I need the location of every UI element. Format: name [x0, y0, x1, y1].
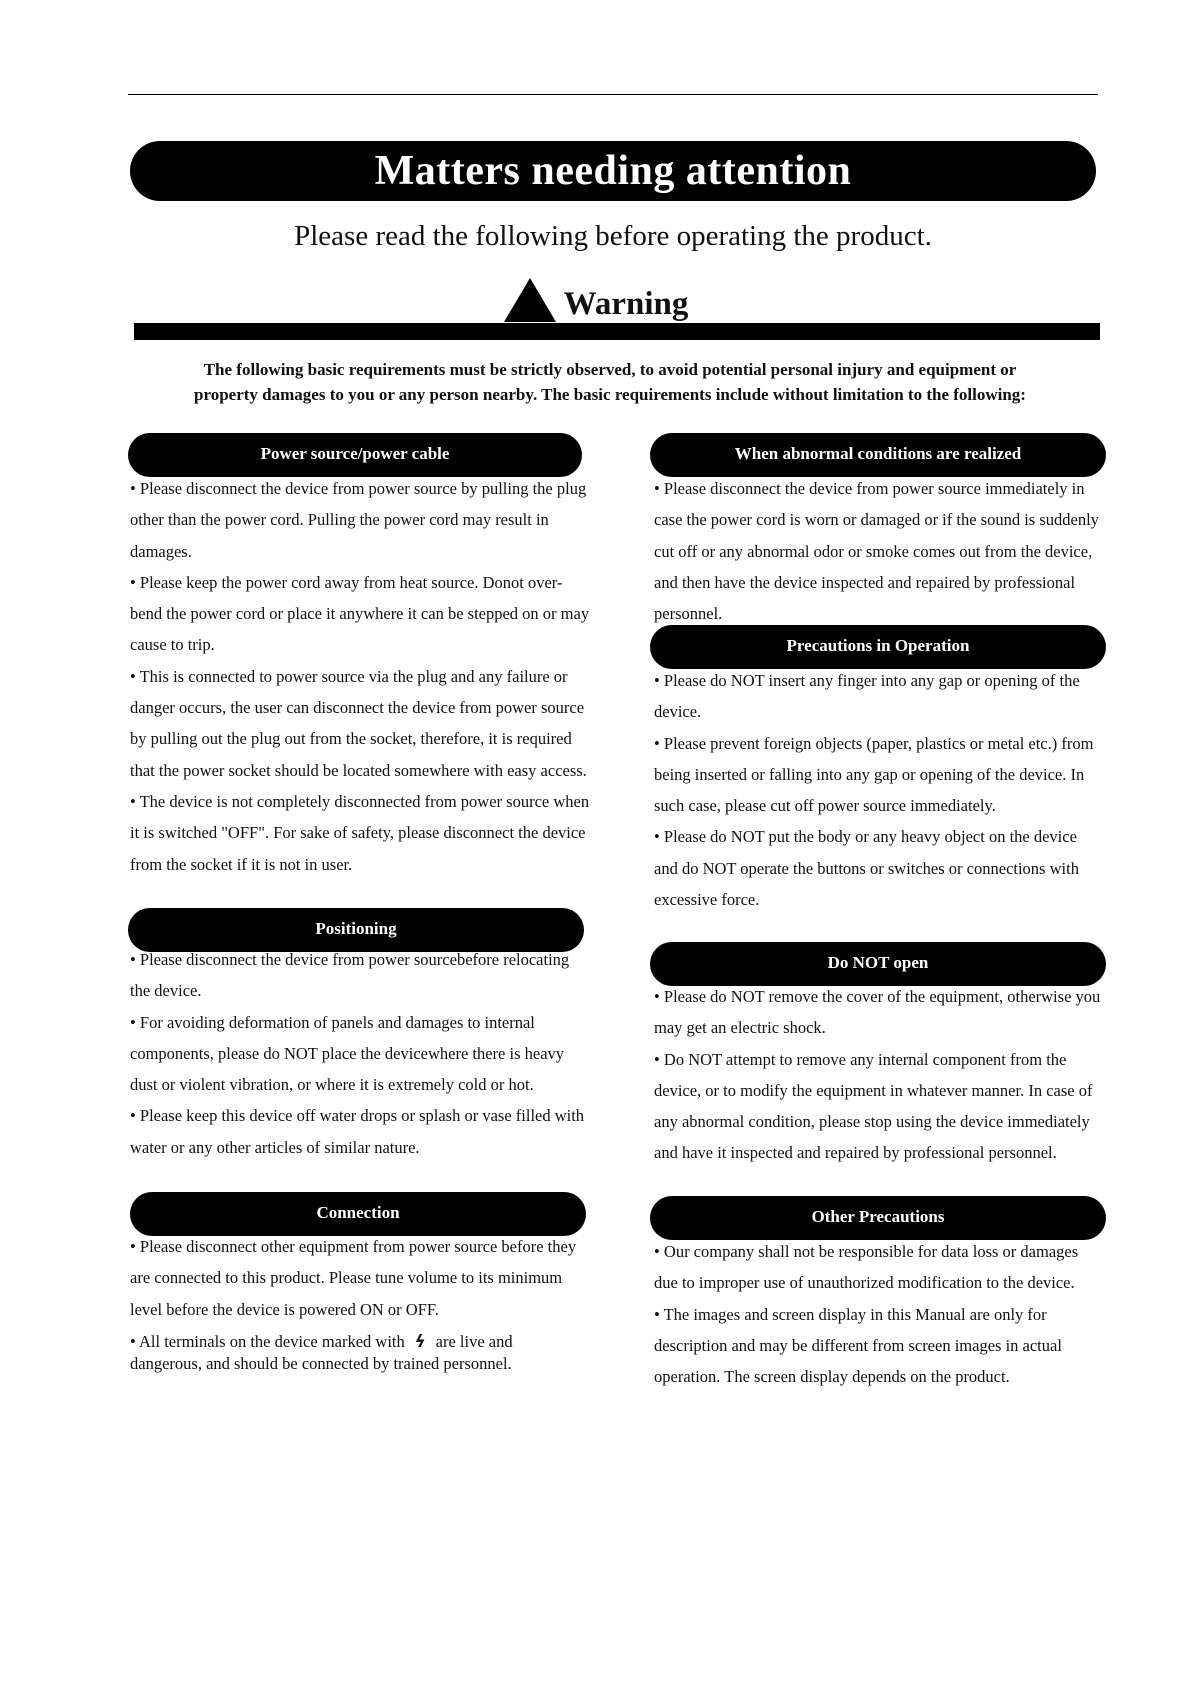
intro-line-1: The following basic requirements must be strictly observed, to avoid potential personal injury and equipment or — [203, 360, 1017, 379]
other-item-2: • The images and screen display in this Manual are only for description and may be different from screen images in actual operation. The screen display depends on the product. — [654, 1304, 1062, 1387]
section-body-positioning — [130, 944, 592, 1163]
operation-item-3: • Please do NOT put the body or any heavy object on the device and do NOT operate the buttons or switches or connections with excessive force. — [654, 827, 1079, 910]
power-item-3: • This is connected to power source via the plug and any failure or danger occurs, the user can disconnect the device from power source by pulling out the plug out from the socket, therefore, it is required that the power socket should be located somewhere with easy access. — [130, 666, 587, 780]
abnormal-item-1: • Please disconnect the device from power source immediately in case the power cord is worn or damaged or if the sound is suddenly cut off or any abnormal odor or smoke comes out from the device, and then have the device inspected and repaired by professional personnel. — [654, 479, 1099, 624]
positioning-item-3: • Please keep this device off water drops or splash or vase filled with water or any other articles of similar nature. — [130, 1106, 585, 1157]
section-heading-abnormal: When abnormal conditions are realized — [650, 433, 1106, 477]
power-item-2: • Please keep the power cord away from heat source. Donot over-bend the power cord or place it anywhere it can be stepped on or may cause to trip. — [130, 572, 590, 655]
section-heading-other: Other Precautions — [650, 1196, 1106, 1240]
page-subtitle: Please read the following before operating the product. — [294, 220, 932, 252]
warning-heading — [0, 278, 1192, 322]
intro-text — [150, 357, 1070, 407]
other-item-1: • Our company shall not be responsible for data loss or damages due to improper use of unauthorized modification to the device. — [654, 1242, 1079, 1293]
section-body-other — [654, 1236, 1106, 1392]
positioning-item-1: • Please disconnect the device from power sourcebefore relocating the device. — [130, 950, 570, 1001]
section-heading-open: Do NOT open — [650, 942, 1106, 986]
power-item-4: • The device is not completely disconnected from power source when it is switched "OFF". For sake of safety, please disconnect the device from the socket if it is not in user. — [130, 791, 590, 874]
warning-triangle-icon — [504, 278, 556, 322]
warning-rule — [134, 323, 1100, 340]
section-body-connection — [130, 1231, 588, 1375]
page-title: Matters needing attention — [130, 141, 1096, 201]
intro-line-2: property damages to you or any person nearby. The basic requirements include without limitation to the following: — [194, 385, 1026, 404]
lightning-bolt-icon: ϟ — [414, 1331, 426, 1351]
operation-item-2: • Please prevent foreign objects (paper, plastics or metal etc.) from being inserted or falling into any gap or opening of the device. In such case, please cut off power source immediately. — [654, 733, 1094, 816]
top-rule — [128, 94, 1098, 95]
section-heading-positioning: Positioning — [128, 908, 584, 952]
section-body-abnormal — [654, 473, 1106, 629]
positioning-item-2: • For avoiding deformation of panels and damages to internal components, please do NOT place the devicewhere there is heavy dust or violent vibration, or where it is extremely cold or hot. — [130, 1012, 565, 1095]
warning-label: Warning — [563, 286, 689, 322]
section-body-open — [654, 981, 1106, 1169]
connection-item-2 — [130, 1331, 588, 1375]
section-body-operation — [654, 665, 1100, 915]
power-item-1: • Please disconnect the device from power source by pulling the plug other than the power cord. Pulling the power cord may result in damages. — [130, 479, 587, 561]
section-heading-power: Power source/power cable — [128, 433, 582, 477]
connection-item-1: • Please disconnect other equipment from power source before they are connected to this product. Please tune volume to its minimum level before the device is powered ON or OFF. — [130, 1237, 577, 1319]
section-heading-operation: Precautions in Operation — [650, 625, 1106, 669]
operation-item-1: • Please do NOT insert any finger into any gap or opening of the device. — [654, 671, 1080, 722]
connection-item-2-start: • All terminals on the device marked with — [130, 1331, 405, 1351]
section-heading-connection: Connection — [130, 1192, 586, 1236]
connection-item-2-end: are live and dangerous, and should be connected by trained personnel. — [130, 1331, 513, 1373]
open-item-1: • Please do NOT remove the cover of the equipment, otherwise you may get an electric shock. — [654, 987, 1101, 1038]
open-item-2: • Do NOT attempt to remove any internal component from the device, or to modify the equipment in whatever manner. In case of any abnormal condition, please stop using the device immediately and have it inspected and repaired by professional personnel. — [654, 1049, 1093, 1163]
section-body-power — [130, 473, 592, 880]
